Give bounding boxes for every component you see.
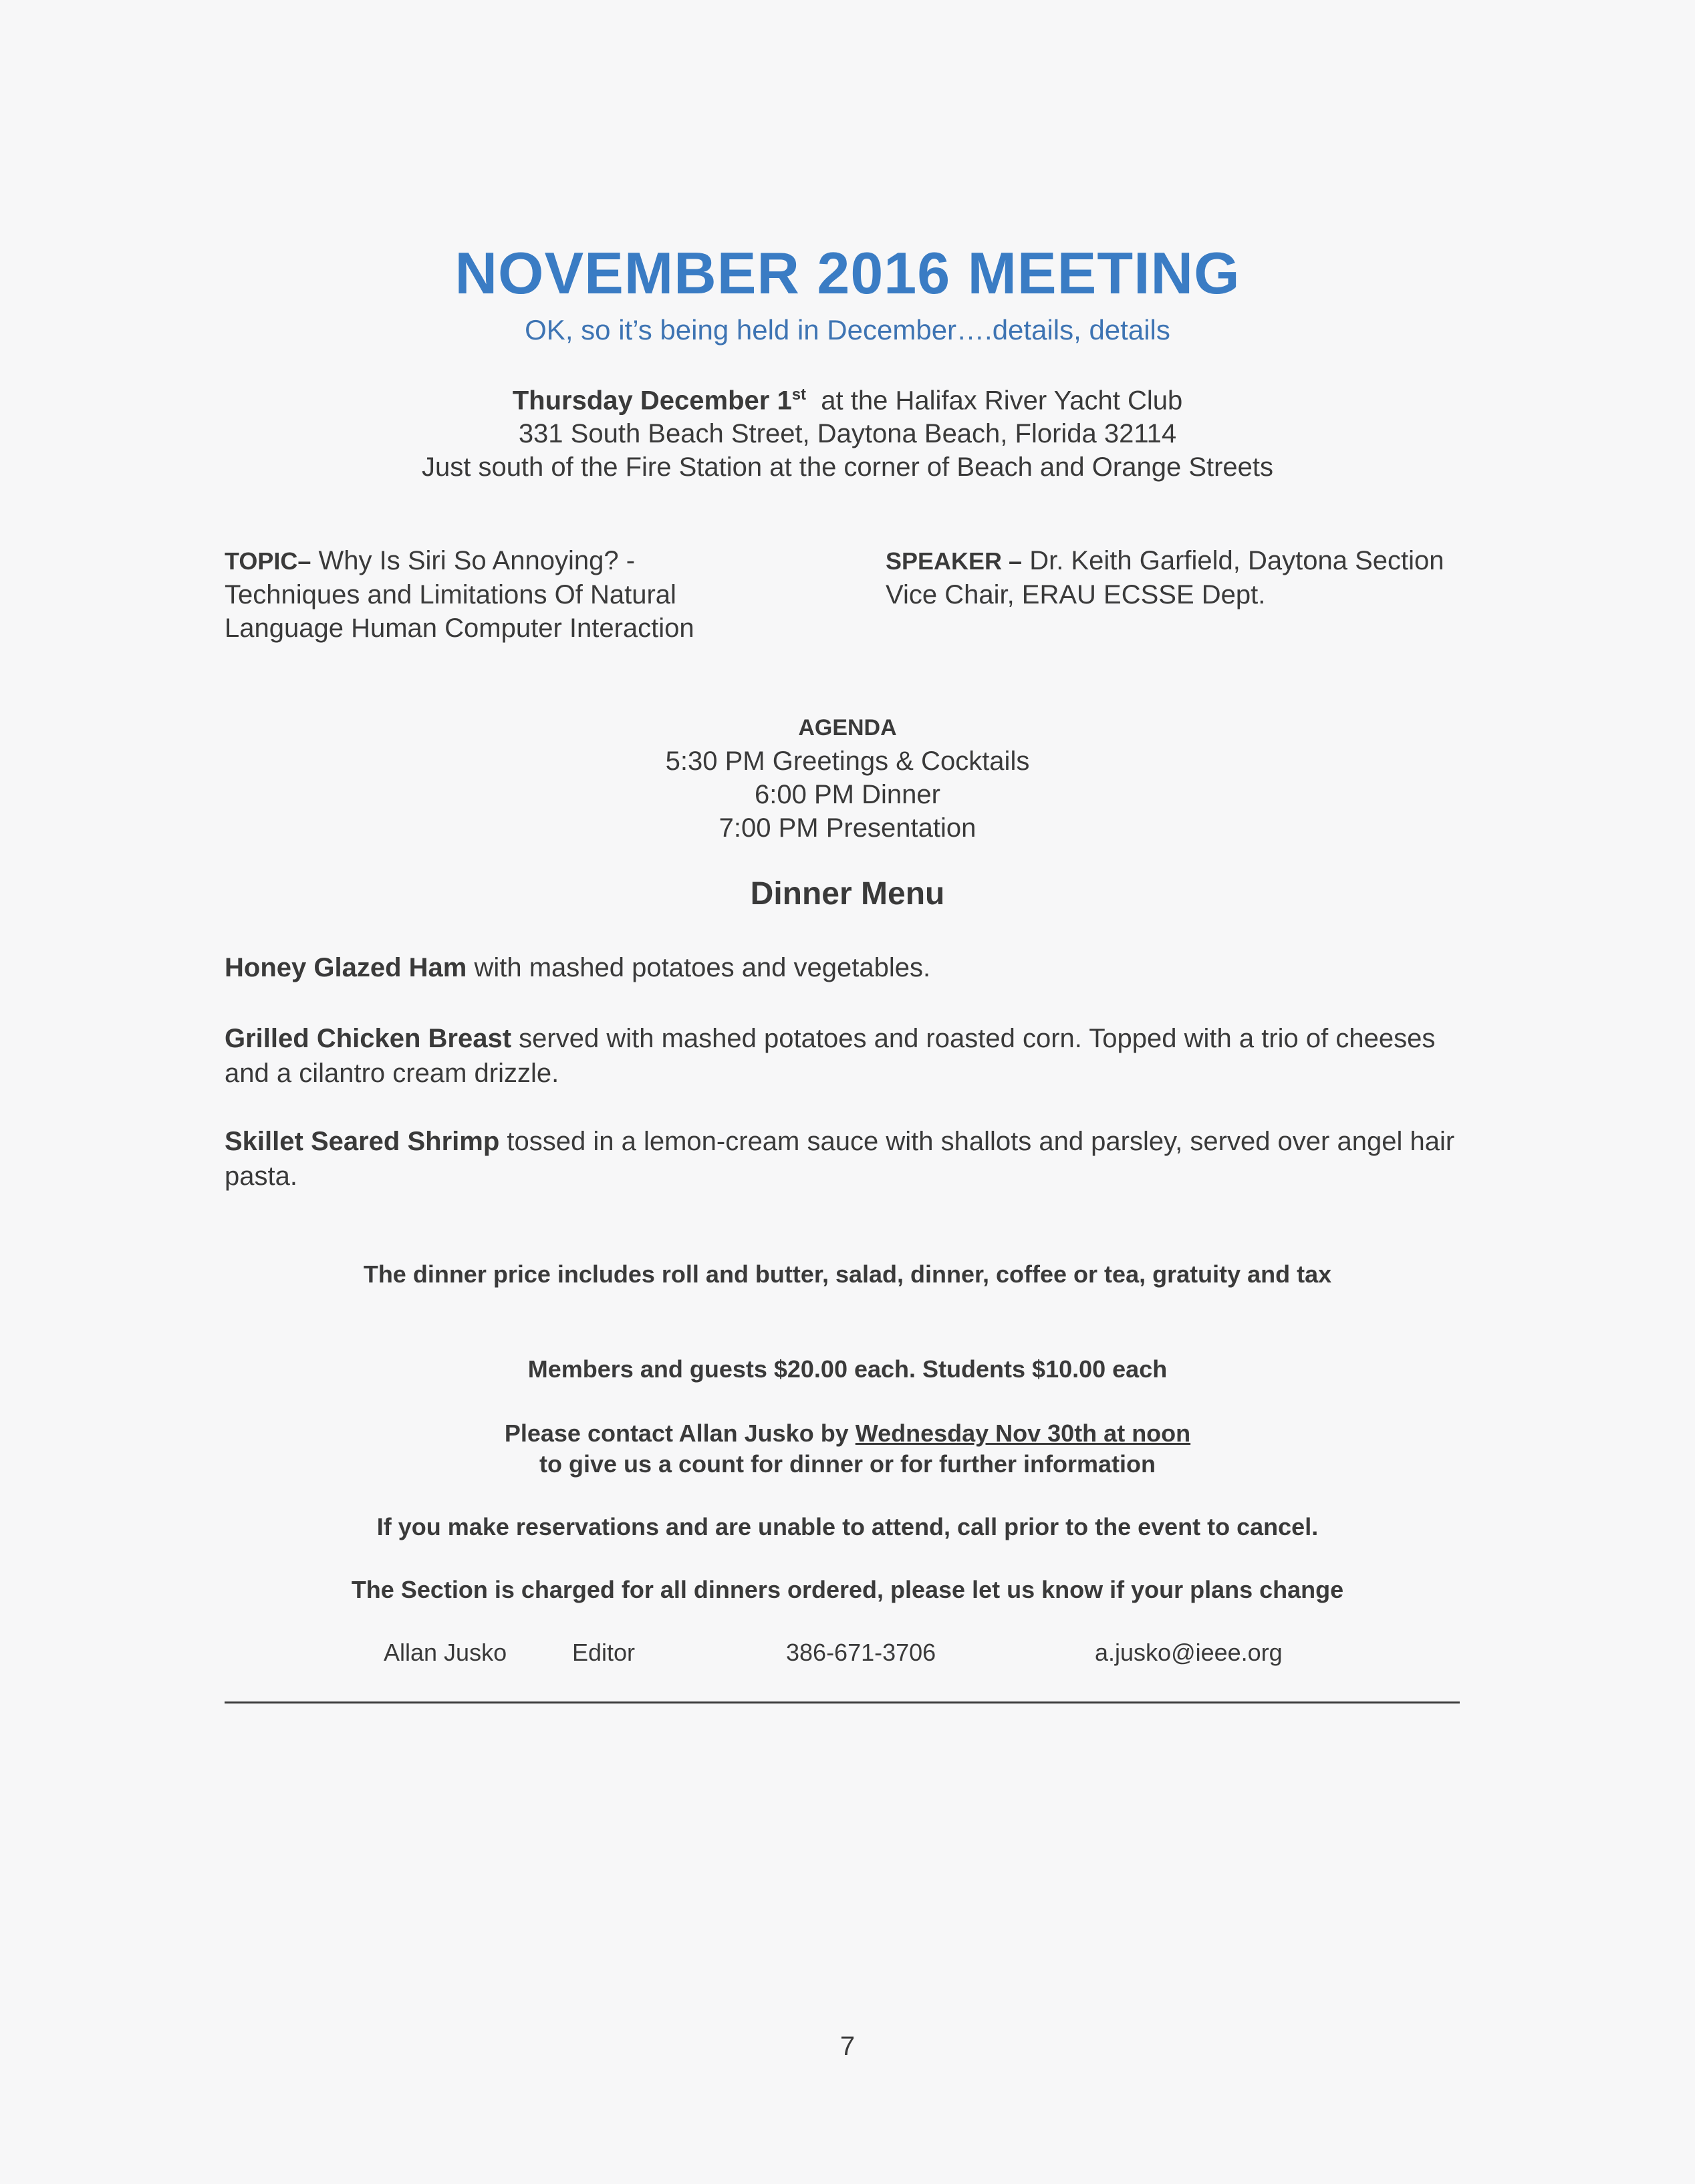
menu-item (225, 950, 1461, 985)
charged-note: The Section is charged for all dinners ordered, please let us know if your plans change (351, 1576, 1344, 1603)
contact-suffix: to give us a count for dinner or for further information (539, 1450, 1156, 1478)
topic-text: Why Is Siri So Annoying? - Techniques and Limitations Of Natural Language Human Computer Interaction (225, 546, 694, 643)
agenda (0, 711, 1695, 845)
dish-name: Skillet Seared Shrimp (225, 1127, 500, 1156)
dish-name: Honey Glazed Ham (225, 953, 467, 982)
agenda-item: 6:00 PM Dinner (755, 780, 940, 809)
menu-item (225, 1021, 1461, 1091)
editor-phone: 386-671-3706 (786, 1639, 936, 1666)
event-venue: at the Halifax River Yacht Club (821, 386, 1183, 416)
contact-prefix: Please contact Allan Jusko by (504, 1419, 849, 1447)
dish-description: served with mashed potatoes and roasted corn. Topped with a trio of cheeses and a cilantro cream drizzle. (225, 1024, 1436, 1088)
topic-label: TOPIC– (225, 547, 311, 575)
page-number: 7 (839, 2032, 856, 2061)
event-address: 331 South Beach Street, Daytona Beach, Florida 32114 (518, 419, 1177, 449)
menu-title: Dinner Menu (750, 876, 945, 912)
event-details (0, 378, 1695, 484)
contact-note (0, 1418, 1695, 1480)
editor-role: Editor (572, 1639, 636, 1666)
event-date-line (0, 378, 1695, 417)
menu-item (225, 1124, 1461, 1194)
price-includes-note: The dinner price includes roll and butter, salad, dinner, coffee or tea, gratuity and tax (363, 1260, 1332, 1288)
editor-name: Allan Jusko (384, 1639, 507, 1666)
divider-line (225, 1701, 1460, 1703)
event-date-suffix: st (791, 386, 807, 404)
dish-description: tossed in a lemon-cream sauce with shallots and parsley, served over angel hair pasta. (225, 1127, 1455, 1191)
dish-description: with mashed potatoes and vegetables. (474, 953, 931, 982)
topic-block (225, 544, 773, 645)
agenda-item: 7:00 PM Presentation (719, 813, 976, 843)
prices-note: Members and guests $20.00 each. Students $10.00 each (527, 1355, 1168, 1383)
page-title: NOVEMBER 2016 MEETING (454, 240, 1241, 306)
agenda-heading: AGENDA (798, 715, 897, 740)
speaker-block (886, 544, 1454, 611)
speaker-text: Dr. Keith Garfield, Daytona Section Vice Chair, ERAU ECSSE Dept. (886, 546, 1444, 609)
agenda-item: 5:30 PM Greetings & Cocktails (665, 746, 1030, 776)
event-date: Thursday December 1 (512, 386, 792, 416)
contact-deadline: Wednesday Nov 30th at noon (855, 1419, 1191, 1447)
page-subtitle: OK, so it’s being held in December….details, details (525, 314, 1170, 346)
speaker-label: SPEAKER – (886, 547, 1023, 575)
event-directions: Just south of the Fire Station at the corner of Beach and Orange Streets (421, 452, 1274, 483)
dish-name: Grilled Chicken Breast (225, 1024, 512, 1053)
editor-email: a.jusko@ieee.org (1095, 1639, 1283, 1666)
cancel-note: If you make reservations and are unable to attend, call prior to the event to cancel. (376, 1513, 1319, 1540)
